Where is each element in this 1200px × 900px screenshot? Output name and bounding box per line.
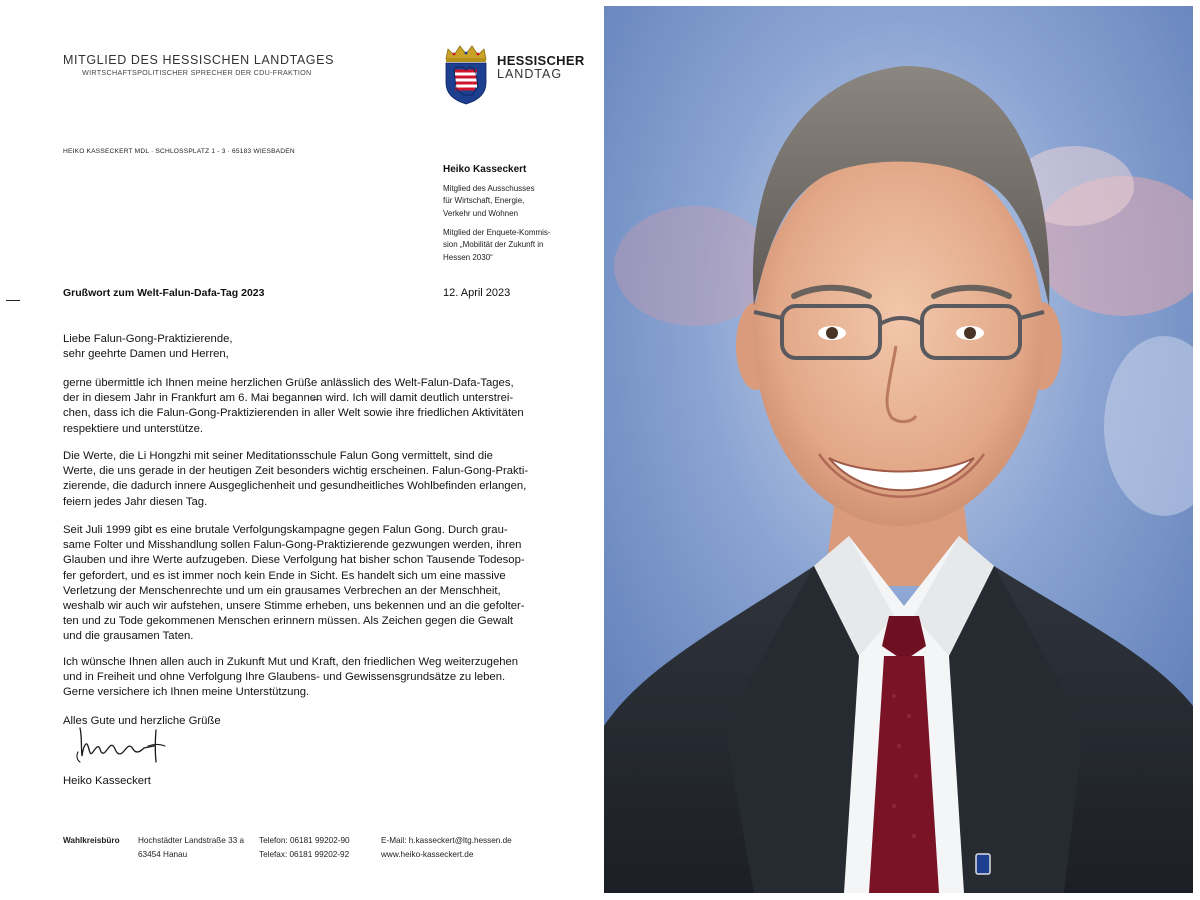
- paragraph-3: Seit Juli 1999 gibt es eine brutale Verfolgungskampagne gegen Falun Gong. Durch grau- same Folter und Misshandlung sollen Falun-Gong-Praktizierende gezwungen werden, ihren Glauben und ihre Werte aufzugeben. Diese Verfolgung hat bisher schon Tausende Todesop- fer gefordert, und es ist immer noch kein Ende in Sicht. Es handelt sich um eine massive Verletzung der Menschenrechte und um ein grausames Verbrechen an der Menschheit, weshalb wir auch wir aufstehen, unsere Stimme erheben, uns bekennen und an die gefolter- ten und zu Tode gekommenen Menschen erinnern müssen. Als Zeichen gegen die Gewalt und die grausamen Taten.: [63, 524, 525, 643]
- signature-icon: [70, 722, 180, 777]
- portrait-photo: [604, 6, 1193, 893]
- paragraph-4: Ich wünsche Ihnen allen auch in Zukunft Mut und Kraft, den friedlichen Weg weiterzugehen und in Freiheit und ohne Verfolgung Ihre Glaubens- und Gewissensgrundsätze zu leben. Gerne versichere ich Ihnen meine Unterstützung.: [63, 656, 519, 699]
- paragraph-2: Die Werte, die Li Hongzhi mit seiner Meditationsschule Falun Gong vermittelt, sind die Werte, die uns gerade in der heutigen Zeit besonders wichtig erscheinen. Falun-Gong-Prakti- zierende, die dadurch innere Ausgeglichenheit und gesundheitliches Wohlbefinden erlangen, feiern jedes Jahr diesen Tag.: [63, 450, 529, 508]
- letterhead-subtitle: WIRTSCHAFTSPOLITISCHER SPRECHER DER CDU-FRAKTION: [82, 68, 312, 77]
- letterhead-title: MITGLIED DES HESSISCHEN LANDTAGES: [63, 53, 335, 67]
- footer-phone: Telefon: 06181 99202-90 Telefax: 06181 99202-92: [259, 836, 350, 859]
- fold-mark: [6, 300, 20, 301]
- paragraph-1: gerne übermittle ich Ihnen meine herzlichen Grüße anlässlich des Welt-Falun-Dafa-Tages, der in diesem Jahr in Frankfurt am 6. Mai beganne̶n wird. Ich will damit deutlich unterstrei- chen, dass ich die Falun-Gong-Praktizierenden in aller Welt sowie ihre friedlichen Aktivitäten respektiere und unterstütze.: [63, 377, 524, 435]
- logo-text-landtag: LANDTAG: [497, 67, 563, 81]
- letter-date: 12. April 2023: [443, 287, 511, 299]
- letter-subject: Grußwort zum Welt-Falun-Dafa-Tag 2023: [63, 287, 265, 299]
- footer-address: Hochstädter Landstraße 33 a 63454 Hanau: [138, 836, 245, 859]
- sender-address-line: HEIKO KASSECKERT MDL · SCHLOSSPLATZ 1 - 3 · 65183 WIESBADEN: [63, 148, 295, 155]
- signature-name: Heiko Kasseckert: [63, 775, 151, 787]
- salutation: Liebe Falun-Gong-Praktizierende, sehr geehrte Damen und Herren,: [63, 333, 233, 361]
- sidebar-name: Heiko Kasseckert: [443, 164, 527, 175]
- footer-contact: E-Mail: h.kasseckert@ltg.hessen.de www.heiko-kasseckert.de: [381, 836, 512, 859]
- closing-greeting: Alles Gute und herzliche Grüße: [63, 715, 221, 727]
- hessian-lion-crest-icon: [440, 43, 492, 105]
- logo-text-hessischer: HESSISCHER: [497, 53, 585, 68]
- footer-label: Wahlkreisbüro: [63, 836, 120, 845]
- sidebar-enquete: Mitglied der Enquete-Kommis- sion „Mobilität der Zukunft in Hessen 2030“: [443, 228, 551, 262]
- portrait-illustration-icon: [604, 6, 1193, 893]
- sidebar-committee: Mitglied des Ausschusses für Wirtschaft, Energie, Verkehr und Wohnen: [443, 184, 535, 218]
